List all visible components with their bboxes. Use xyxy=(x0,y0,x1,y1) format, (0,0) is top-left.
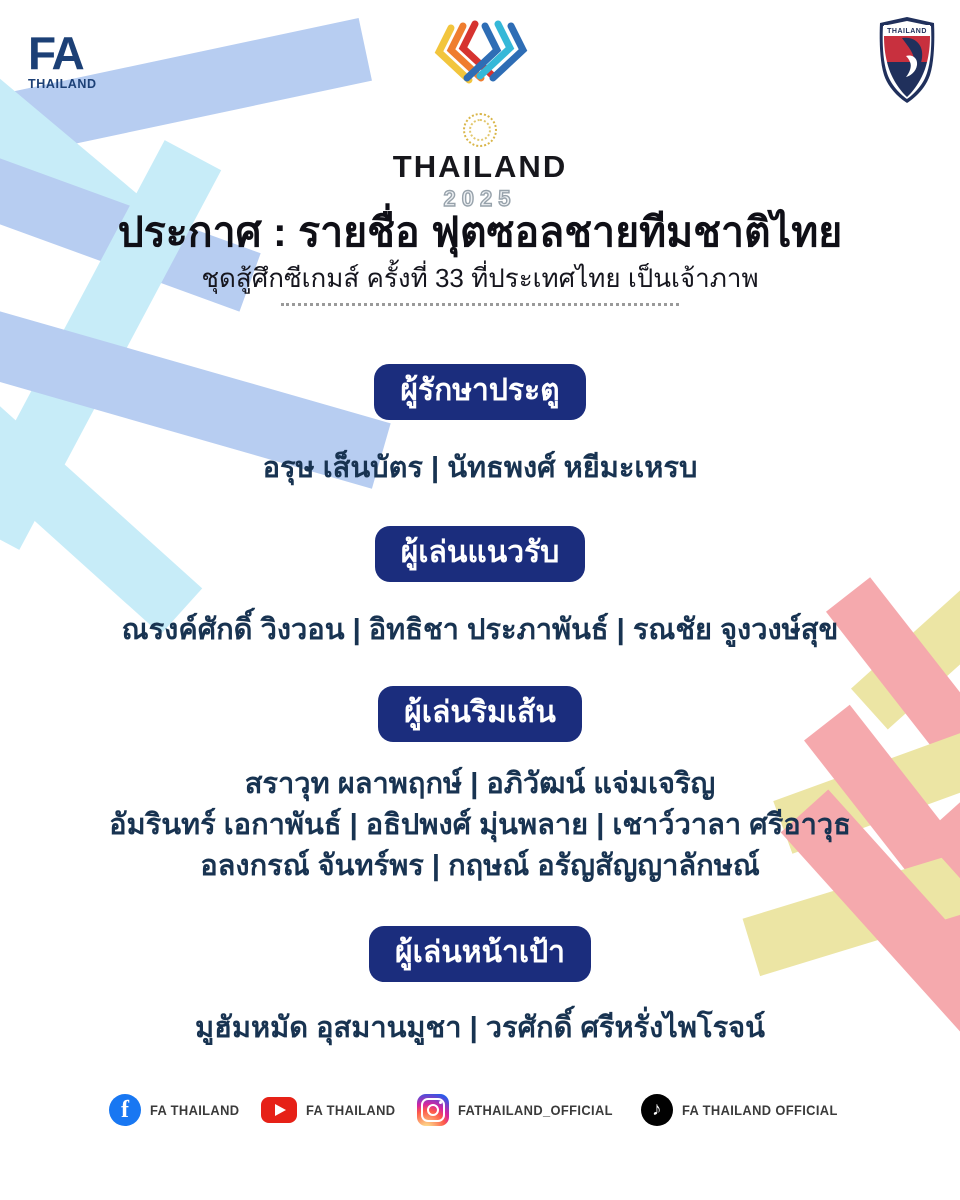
fa-logo-acronym: FA xyxy=(28,27,83,79)
section-badge-goalkeepers: ผู้รักษาประตู xyxy=(374,364,585,420)
fa-logo-name: THAILAND xyxy=(28,77,97,91)
facebook-icon: f xyxy=(109,1094,141,1126)
crest-shield-icon xyxy=(876,16,938,104)
social-links-bar xyxy=(0,1094,960,1126)
facebook-handle: FA THAILAND xyxy=(149,1102,240,1118)
goalkeeper-names: อรุษ เส็นบัตร | นัทธพงศ์ หยีมะเหรบ xyxy=(262,452,698,484)
tiktok-icon: ♪ xyxy=(641,1094,673,1126)
sea-games-ribbon-icon xyxy=(417,20,543,106)
flank-names-line-2: อัมรินทร์ เอกาพันธ์ | อธิปพงศ์ มุ่นพลาย | เชาว์วาลา ศรีอาวุธ xyxy=(109,809,851,841)
section-goalkeepers xyxy=(0,364,960,420)
pivot-names: มูฮัมหมัด อุสมานมูชา | วรศักดิ์ ศรีหรั่งไพโรจน์ xyxy=(195,1012,765,1044)
instagram-icon xyxy=(417,1094,449,1126)
youtube-handle: FA THAILAND xyxy=(306,1102,396,1118)
thailand-national-team-crest xyxy=(876,16,938,109)
instagram-handle: FATHAILAND_OFFICIAL xyxy=(458,1102,614,1118)
facebook-link[interactable] xyxy=(109,1094,247,1126)
event-host: THAILAND xyxy=(392,149,568,184)
gold-medal-icon xyxy=(463,113,497,147)
announcement-title: ประกาศ : รายชื่อ ฟุตซอลชายทีมชาติไทย xyxy=(117,209,843,255)
instagram-link[interactable] xyxy=(417,1094,626,1126)
defender-names: ณรงค์ศักดิ์ วิงวอน | อิทธิชา ประภาพันธ์ | รณชัย จูงวงษ์สุข xyxy=(121,614,839,646)
tiktok-handle: FA THAILAND OFFICIAL xyxy=(681,1102,838,1118)
section-flank-players xyxy=(0,686,960,742)
section-defenders xyxy=(0,526,960,582)
youtube-icon xyxy=(261,1097,297,1123)
flank-names-line-1: สราวุท ผลาพฤกษ์ | อภิวัฒน์ แจ่มเจริญ xyxy=(244,768,716,800)
flank-names-line-3: อลงกรณ์ จันทร์พร | กฤษณ์ อรัญสัญญาลักษณ์ xyxy=(200,850,760,882)
tiktok-link[interactable] xyxy=(641,1094,851,1126)
flank-player-names xyxy=(0,764,960,887)
section-badge-pivots: ผู้เล่นหน้าเป้า xyxy=(369,926,591,982)
announcement-subtitle: ชุดสู้ศึกซีเกมส์ ครั้งที่ 33 ที่ประเทศไทย เป็นเจ้าภาพ xyxy=(201,263,759,293)
sea-games-2025-logo xyxy=(0,20,960,212)
section-pivots xyxy=(0,926,960,982)
dotted-divider xyxy=(281,303,679,306)
svg-text:THAILAND: THAILAND xyxy=(887,28,927,35)
section-badge-defenders: ผู้เล่นแนวรับ xyxy=(375,526,586,582)
section-badge-flank-players: ผู้เล่นริมเส้น xyxy=(378,686,582,742)
youtube-link[interactable] xyxy=(261,1097,403,1123)
event-year: 2025 xyxy=(443,186,517,211)
